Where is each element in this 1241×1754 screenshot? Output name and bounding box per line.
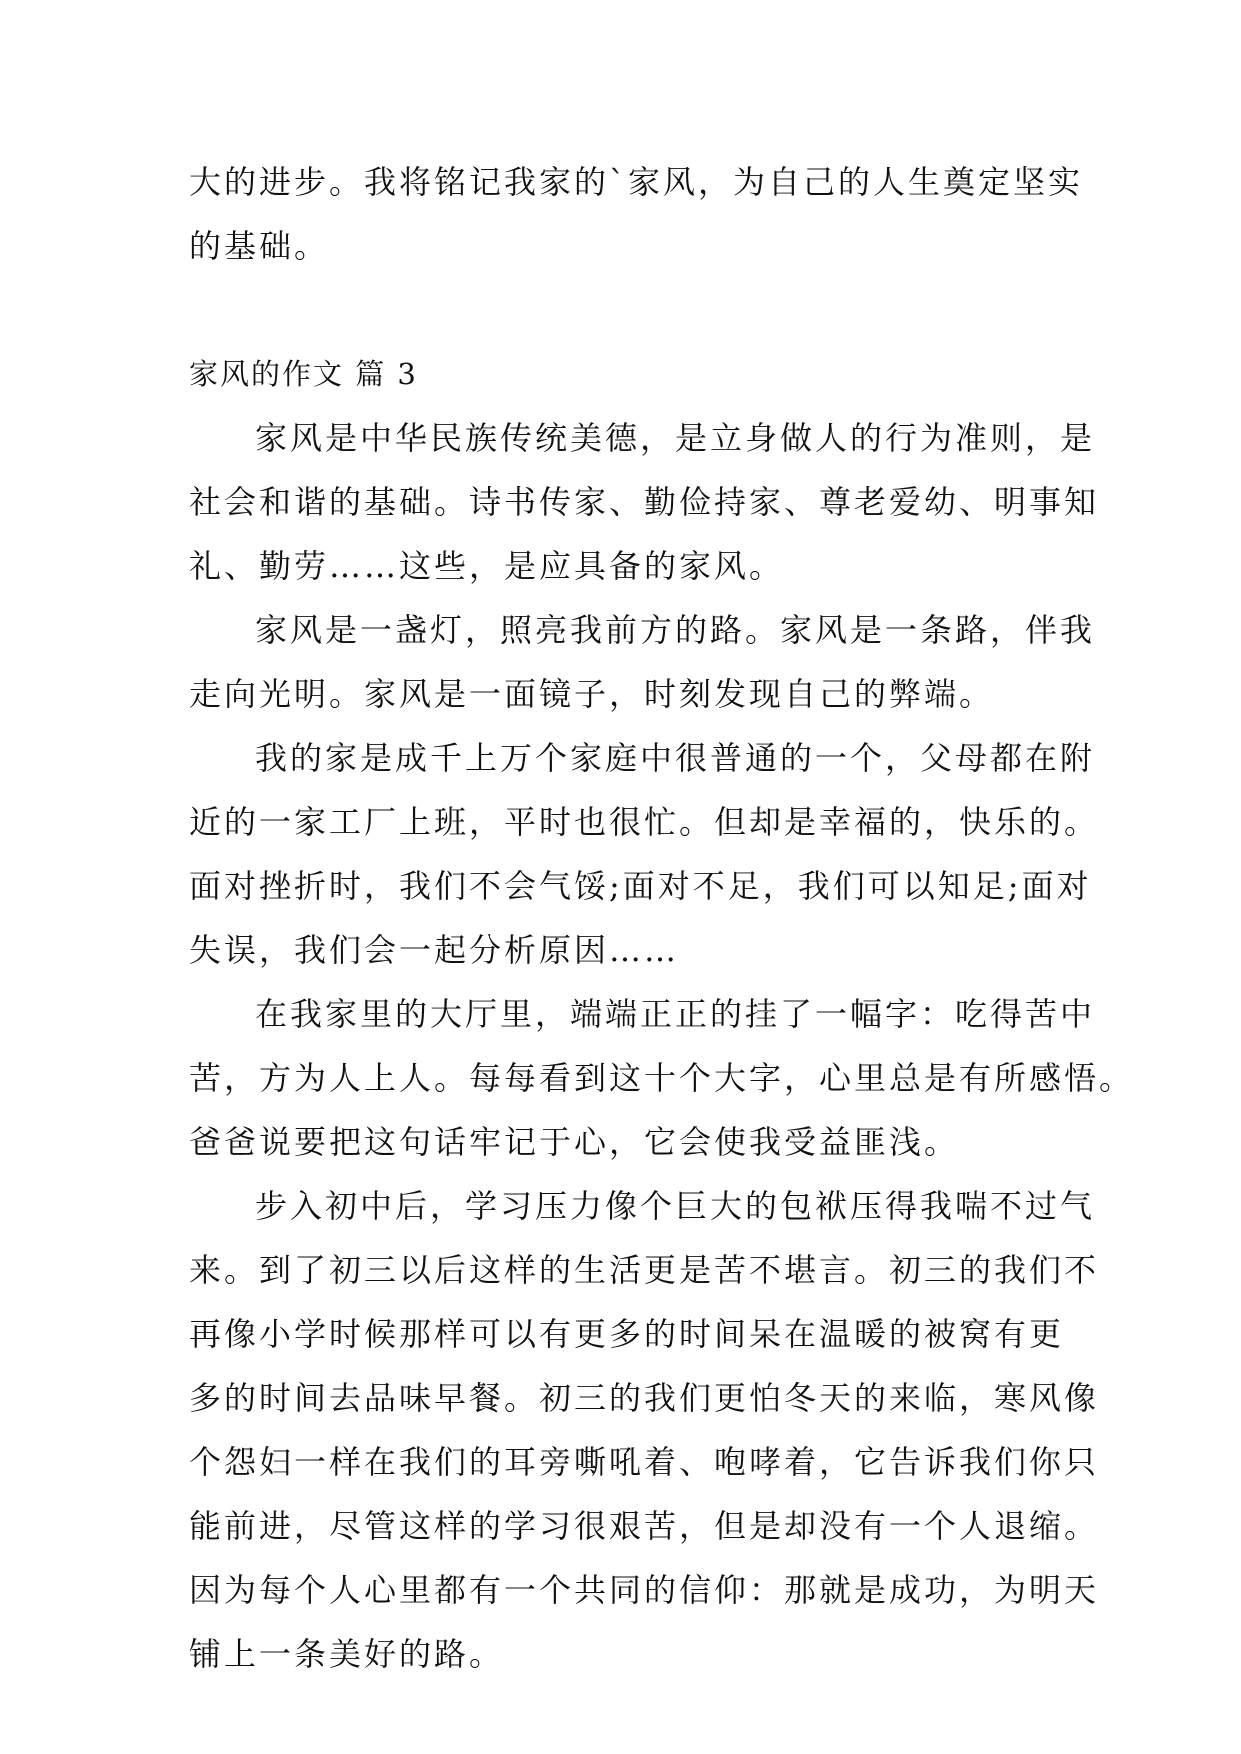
text-line: 来。到了初三以后这样的生活更是苦不堪言。初三的我们不 [189, 1251, 1100, 1289]
intro-paragraph [189, 150, 1084, 278]
text-line: 失误，我们会一起分析原因…… [189, 931, 680, 969]
text-line: 社会和谐的基础。诗书传家、勤俭持家、尊老爱幼、明事知 [189, 483, 1100, 521]
text-line: 个怨妇一样在我们的耳旁嘶吼着、咆哮着，它告诉我们你只 [189, 1443, 1100, 1481]
paragraph-5 [189, 1174, 1100, 1686]
document-page [189, 150, 1135, 1686]
text-line: 近的一家工厂上班，平时也很忙。但却是幸福的，快乐的。 [189, 803, 1100, 841]
text-line: 走向光明。家风是一面镜子，时刻发现自己的弊端。 [189, 675, 995, 713]
text-line: 我的家是成千上万个家庭中很普通的一个，父母都在附 [255, 739, 1096, 777]
text-line: 多的时间去品味早餐。初三的我们更怕冬天的来临，寒风像 [189, 1379, 1100, 1417]
text-line: 在我家里的大厅里，端端正正的挂了一幅字：吃得苦中 [255, 995, 1096, 1033]
text-line: 因为每个人心里都有一个共同的信仰：那就是成功，为明天 [189, 1571, 1100, 1609]
paragraph-4 [189, 982, 1135, 1174]
paragraph-1 [189, 406, 1100, 598]
text-line: 爸爸说要把这句话牢记于心，它会使我受益匪浅。 [189, 1123, 960, 1161]
text-line: 家风是一盏灯，照亮我前方的路。家风是一条路，伴我 [255, 611, 1096, 649]
text-line: 再像小学时候那样可以有更多的时间呆在温暖的被窝有更 [189, 1315, 1065, 1353]
text-line: 铺上一条美好的路。 [189, 1635, 505, 1673]
text-line: 步入初中后，学习压力像个巨大的包袱压得我喘不过气 [255, 1187, 1096, 1225]
paragraph-3 [189, 726, 1100, 982]
text-line: 家风是中华民族传统美德，是立身做人的行为准则，是 [255, 419, 1096, 457]
text-line: 大的进步。我将铭记我家的`家风，为自己的人生奠定坚实 [189, 163, 1084, 201]
text-line: 的基础。 [189, 227, 330, 265]
text-line: 礼、勤劳……这些，是应具备的家风。 [189, 547, 785, 585]
text-line: 面对挫折时，我们不会气馁;面对不足，我们可以知足;面对 [189, 867, 1092, 905]
section-title: 家风的作文 篇 3 [189, 357, 418, 391]
section-gap [189, 278, 1069, 342]
text-line: 苦，方为人上人。每每看到这十个大字，心里总是有所感悟。 [189, 1059, 1135, 1097]
paragraph-2 [189, 598, 1096, 726]
text-line: 能前进，尽管这样的学习很艰苦，但是却没有一个人退缩。 [189, 1507, 1100, 1545]
